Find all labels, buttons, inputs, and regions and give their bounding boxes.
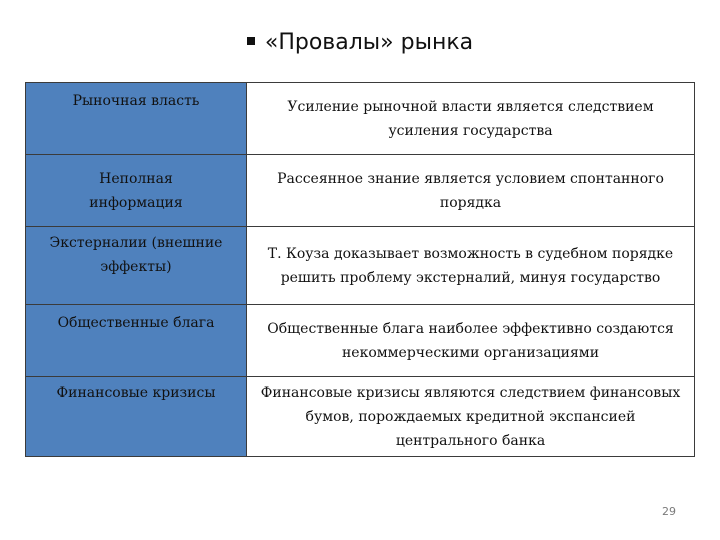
- table-row: [26, 227, 695, 305]
- failure-explanation-cell: Т. Коуза доказывает возможность в судебном порядке решить проблему экстерналий, минуя государство: [247, 227, 695, 305]
- page-number: 29: [662, 505, 676, 518]
- square-bullet-icon: [247, 37, 255, 45]
- table-row: [26, 83, 695, 155]
- table-row: [26, 155, 695, 227]
- failure-explanation-cell: Усиление рыночной власти является следствием усиления государства: [247, 83, 695, 155]
- failure-name-cell: Неполная информация: [26, 155, 247, 227]
- failure-explanation-cell: Рассеянное знание является условием спонтанного порядка: [247, 155, 695, 227]
- failure-name-cell: Рыночная власть: [26, 83, 247, 155]
- failure-name-cell: Финансовые кризисы: [26, 377, 247, 457]
- table-row: [26, 305, 695, 377]
- slide-title-text: «Провалы» рынка: [264, 30, 474, 55]
- slide-title: [0, 30, 720, 55]
- failure-explanation-cell: Финансовые кризисы являются следствием финансовых бумов, порождаемых кредитной экспансией центрального банка: [247, 377, 695, 457]
- table-row: [26, 377, 695, 457]
- failure-explanation-cell: Общественные блага наиболее эффективно создаются некоммерческими организациями: [247, 305, 695, 377]
- market-failures-table: [25, 82, 695, 457]
- failure-name-cell: Общественные блага: [26, 305, 247, 377]
- failure-name-cell: Экстерналии (внешние эффекты): [26, 227, 247, 305]
